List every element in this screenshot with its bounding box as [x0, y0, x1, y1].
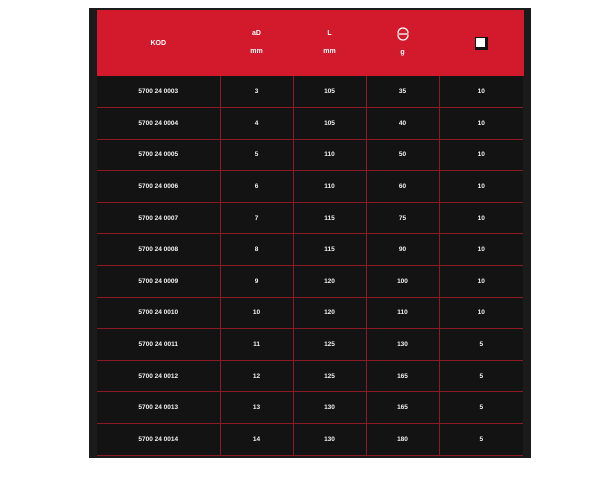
cell-weight: 40	[366, 108, 439, 140]
table-row	[97, 76, 523, 108]
cell-diameter: 7	[220, 202, 293, 234]
cell-length: 110	[293, 139, 366, 171]
cell-weight: 130	[366, 329, 439, 361]
cell-kod: 5700 24 0012	[97, 360, 220, 392]
package-box-icon	[475, 37, 488, 50]
header-diameter-unit: mm	[250, 48, 263, 55]
cell-package-qty: 5	[439, 329, 523, 361]
table-row	[97, 139, 523, 171]
cell-diameter: 8	[220, 234, 293, 266]
cell-diameter: 5	[220, 139, 293, 171]
weight-icon	[395, 27, 411, 41]
cell-length: 115	[293, 202, 366, 234]
table-body	[97, 76, 523, 455]
product-table-panel	[89, 8, 531, 458]
table-row	[97, 392, 523, 424]
cell-diameter: 14	[220, 424, 293, 456]
cell-package-qty: 5	[439, 360, 523, 392]
cell-package-qty: 5	[439, 392, 523, 424]
cell-package-qty: 10	[439, 76, 523, 108]
cell-weight: 110	[366, 297, 439, 329]
header-package	[439, 10, 523, 76]
cell-package-qty: 10	[439, 108, 523, 140]
cell-diameter: 6	[220, 171, 293, 203]
cell-weight: 165	[366, 392, 439, 424]
cell-kod: 5700 24 0005	[97, 139, 220, 171]
table-row	[97, 297, 523, 329]
cell-length: 125	[293, 360, 366, 392]
cell-length: 105	[293, 76, 366, 108]
cell-length: 130	[293, 392, 366, 424]
cell-kod: 5700 24 0009	[97, 266, 220, 298]
cell-weight: 50	[366, 139, 439, 171]
product-spec-table	[97, 10, 524, 456]
cell-weight: 60	[366, 171, 439, 203]
cell-package-qty: 10	[439, 297, 523, 329]
table-row	[97, 234, 523, 266]
cell-weight: 165	[366, 360, 439, 392]
cell-length: 105	[293, 108, 366, 140]
header-length-unit: mm	[323, 48, 336, 55]
cell-diameter: 11	[220, 329, 293, 361]
table-row	[97, 360, 523, 392]
cell-kod: 5700 24 0014	[97, 424, 220, 456]
table-row	[97, 424, 523, 456]
cell-weight: 100	[366, 266, 439, 298]
cell-kod: 5700 24 0007	[97, 202, 220, 234]
cell-diameter: 12	[220, 360, 293, 392]
table-row	[97, 329, 523, 361]
cell-weight: 35	[366, 76, 439, 108]
cell-kod: 5700 24 0006	[97, 171, 220, 203]
cell-package-qty: 10	[439, 234, 523, 266]
cell-length: 120	[293, 297, 366, 329]
table-row	[97, 108, 523, 140]
cell-package-qty: 10	[439, 139, 523, 171]
cell-diameter: 10	[220, 297, 293, 329]
cell-length: 120	[293, 266, 366, 298]
cell-package-qty: 5	[439, 424, 523, 456]
cell-weight: 180	[366, 424, 439, 456]
cell-kod: 5700 24 0010	[97, 297, 220, 329]
cell-length: 110	[293, 171, 366, 203]
cell-weight: 75	[366, 202, 439, 234]
header-length	[293, 10, 366, 76]
header-kod	[97, 10, 220, 76]
cell-length: 125	[293, 329, 366, 361]
cell-package-qty: 10	[439, 266, 523, 298]
cell-package-qty: 10	[439, 202, 523, 234]
table-row	[97, 266, 523, 298]
cell-kod: 5700 24 0008	[97, 234, 220, 266]
cell-diameter: 13	[220, 392, 293, 424]
cell-length: 130	[293, 424, 366, 456]
cell-diameter: 3	[220, 76, 293, 108]
cell-kod: 5700 24 0013	[97, 392, 220, 424]
cell-kod: 5700 24 0011	[97, 329, 220, 361]
header-weight	[366, 10, 439, 76]
header-weight-unit: g	[400, 49, 405, 56]
cell-package-qty: 10	[439, 171, 523, 203]
header-diameter	[220, 10, 293, 76]
header-length-label: L	[327, 30, 332, 37]
cell-diameter: 4	[220, 108, 293, 140]
table-row	[97, 202, 523, 234]
cell-weight: 90	[366, 234, 439, 266]
header-diameter-label: aD	[252, 30, 261, 37]
header-row	[97, 10, 523, 76]
cell-kod: 5700 24 0003	[97, 76, 220, 108]
table-row	[97, 171, 523, 203]
cell-kod: 5700 24 0004	[97, 108, 220, 140]
cell-diameter: 9	[220, 266, 293, 298]
table-header	[97, 10, 523, 76]
header-kod-label: KOD	[150, 39, 167, 47]
cell-length: 115	[293, 234, 366, 266]
